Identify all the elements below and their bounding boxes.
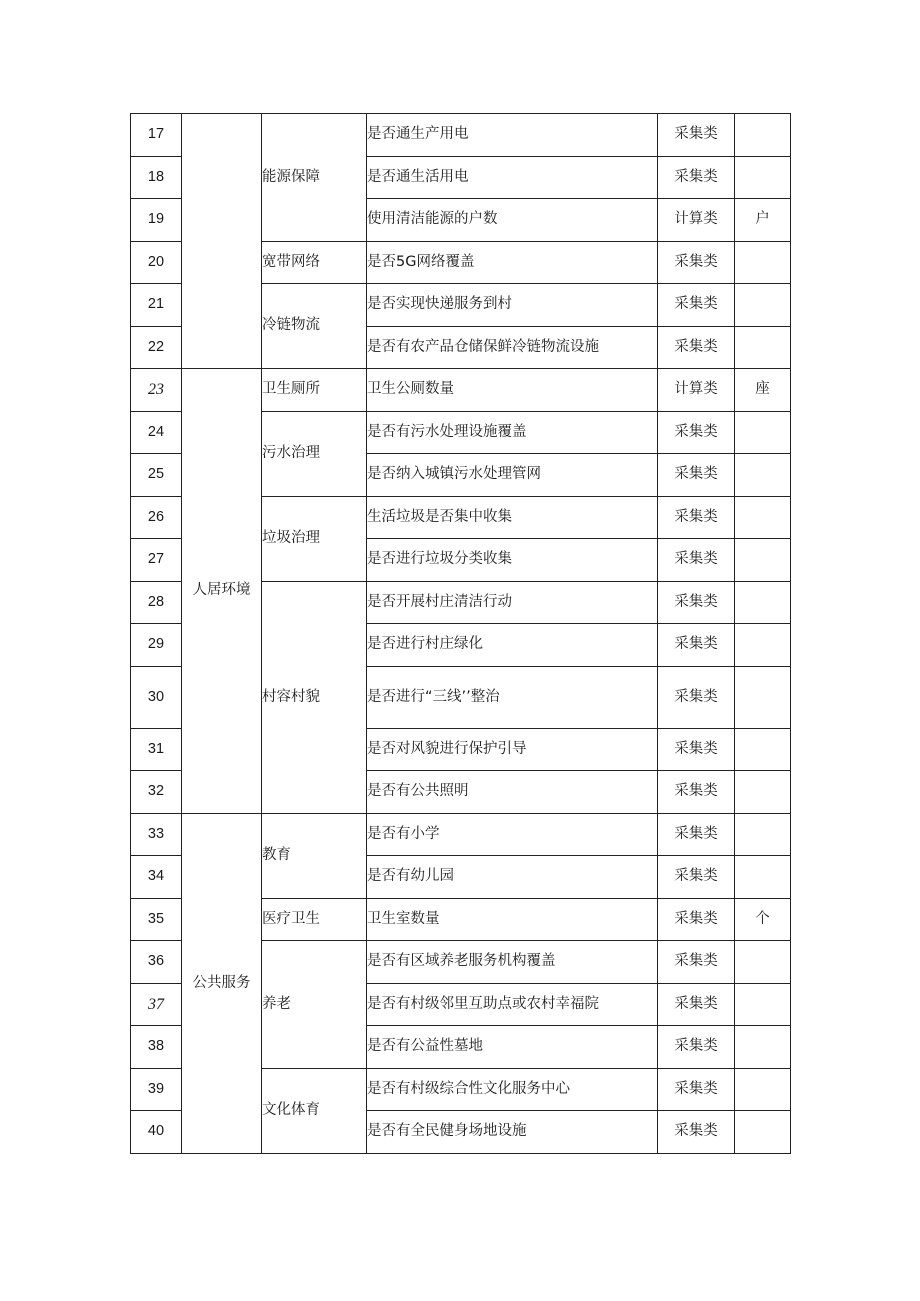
indicator-cell: 是否纳入城镇污水处理管网 — [367, 454, 658, 497]
subcategory-cell: 能源保障 — [262, 114, 367, 242]
row-number: 27 — [131, 539, 182, 582]
indicator-cell: 卫生公厕数量 — [367, 369, 658, 412]
row-number: 33 — [131, 814, 182, 856]
indicator-cell: 是否有污水处理设施覆盖 — [367, 412, 658, 454]
unit-cell — [735, 814, 791, 856]
unit-cell — [735, 412, 791, 454]
unit-cell — [735, 114, 791, 157]
indicator-cell: 生活垃圾是否集中收集 — [367, 497, 658, 539]
subcategory-cell: 村容村貌 — [262, 582, 367, 814]
type-cell: 采集类 — [658, 582, 735, 624]
row-number: 35 — [131, 899, 182, 941]
table-row — [131, 814, 791, 856]
indicator-cell: 是否有公益性墓地 — [367, 1026, 658, 1069]
subcategory-cell: 卫生厕所 — [262, 369, 367, 412]
subcategory-cell: 垃圾治理 — [262, 497, 367, 582]
subcategory-cell: 冷链物流 — [262, 284, 367, 369]
type-cell: 采集类 — [658, 327, 735, 369]
type-cell: 采集类 — [658, 771, 735, 814]
indicator-cell: 是否开展村庄清洁行动 — [367, 582, 658, 624]
row-number: 37 — [131, 984, 182, 1026]
subcategory-cell: 文化体育 — [262, 1069, 367, 1154]
type-cell: 采集类 — [658, 984, 735, 1026]
type-cell: 采集类 — [658, 1069, 735, 1111]
unit-cell — [735, 454, 791, 497]
type-cell: 采集类 — [658, 454, 735, 497]
unit-cell — [735, 856, 791, 899]
row-number: 32 — [131, 771, 182, 814]
row-number: 18 — [131, 157, 182, 199]
indicator-cell: 是否有村级综合性文化服务中心 — [367, 1069, 658, 1111]
row-number: 30 — [131, 667, 182, 729]
row-number: 19 — [131, 199, 182, 242]
row-number: 31 — [131, 729, 182, 771]
row-number: 34 — [131, 856, 182, 899]
row-number: 36 — [131, 941, 182, 984]
indicator-cell: 是否进行“三线’’整治 — [367, 667, 658, 729]
row-number: 39 — [131, 1069, 182, 1111]
unit-cell — [735, 157, 791, 199]
indicator-cell: 是否进行村庄绿化 — [367, 624, 658, 667]
indicator-cell: 是否有区域养老服务机构覆盖 — [367, 941, 658, 984]
unit-cell — [735, 771, 791, 814]
type-cell: 采集类 — [658, 814, 735, 856]
row-number: 21 — [131, 284, 182, 327]
indicator-cell: 是否有小学 — [367, 814, 658, 856]
row-number: 29 — [131, 624, 182, 667]
row-number: 26 — [131, 497, 182, 539]
unit-cell — [735, 582, 791, 624]
type-cell: 采集类 — [658, 539, 735, 582]
type-cell: 采集类 — [658, 1026, 735, 1069]
unit-cell — [735, 624, 791, 667]
unit-cell — [735, 667, 791, 729]
indicator-cell: 卫生室数量 — [367, 899, 658, 941]
type-cell: 采集类 — [658, 157, 735, 199]
type-cell: 计算类 — [658, 199, 735, 242]
indicator-cell: 使用清洁能源的户数 — [367, 199, 658, 242]
unit-cell — [735, 242, 791, 284]
indicator-cell: 是否有村级邻里互助点或农村幸福院 — [367, 984, 658, 1026]
unit-cell — [735, 327, 791, 369]
unit-cell — [735, 284, 791, 327]
type-cell: 采集类 — [658, 412, 735, 454]
type-cell: 采集类 — [658, 1111, 735, 1154]
subcategory-cell: 医疗卫生 — [262, 899, 367, 941]
subcategory-cell: 污水治理 — [262, 412, 367, 497]
unit-cell: 座 — [735, 369, 791, 412]
type-cell: 采集类 — [658, 667, 735, 729]
unit-cell — [735, 984, 791, 1026]
type-cell: 采集类 — [658, 284, 735, 327]
indicator-cell: 是否通生活用电 — [367, 157, 658, 199]
indicator-table — [130, 113, 791, 1154]
indicator-cell: 是否通生产用电 — [367, 114, 658, 157]
unit-cell — [735, 941, 791, 984]
type-cell: 采集类 — [658, 114, 735, 157]
indicator-cell: 是否有幼儿园 — [367, 856, 658, 899]
row-number: 17 — [131, 114, 182, 157]
unit-cell — [735, 1026, 791, 1069]
type-cell: 采集类 — [658, 856, 735, 899]
type-cell: 采集类 — [658, 242, 735, 284]
table-row — [131, 114, 791, 157]
type-cell: 采集类 — [658, 729, 735, 771]
category-cell: 人居环境 — [182, 369, 262, 814]
subcategory-cell: 养老 — [262, 941, 367, 1069]
indicator-cell: 是否5G网络覆盖 — [367, 242, 658, 284]
unit-cell: 户 — [735, 199, 791, 242]
unit-cell — [735, 539, 791, 582]
row-number: 22 — [131, 327, 182, 369]
unit-cell: 个 — [735, 899, 791, 941]
subcategory-cell: 教育 — [262, 814, 367, 899]
indicator-cell: 是否有农产品仓储保鲜冷链物流设施 — [367, 327, 658, 369]
unit-cell — [735, 1069, 791, 1111]
type-cell: 采集类 — [658, 941, 735, 984]
table-row — [131, 369, 791, 412]
category-cell — [182, 114, 262, 369]
row-number: 40 — [131, 1111, 182, 1154]
indicator-cell: 是否进行垃圾分类收集 — [367, 539, 658, 582]
subcategory-cell: 宽带网络 — [262, 242, 367, 284]
row-number: 25 — [131, 454, 182, 497]
indicator-cell: 是否实现快递服务到村 — [367, 284, 658, 327]
row-number: 24 — [131, 412, 182, 454]
row-number: 38 — [131, 1026, 182, 1069]
row-number: 23 — [131, 369, 182, 412]
unit-cell — [735, 497, 791, 539]
row-number: 20 — [131, 242, 182, 284]
type-cell: 计算类 — [658, 369, 735, 412]
indicator-cell: 是否对风貌进行保护引导 — [367, 729, 658, 771]
unit-cell — [735, 729, 791, 771]
type-cell: 采集类 — [658, 899, 735, 941]
category-cell: 公共服务 — [182, 814, 262, 1154]
indicator-cell: 是否有公共照明 — [367, 771, 658, 814]
unit-cell — [735, 1111, 791, 1154]
row-number: 28 — [131, 582, 182, 624]
indicator-cell: 是否有全民健身场地设施 — [367, 1111, 658, 1154]
type-cell: 采集类 — [658, 624, 735, 667]
type-cell: 采集类 — [658, 497, 735, 539]
